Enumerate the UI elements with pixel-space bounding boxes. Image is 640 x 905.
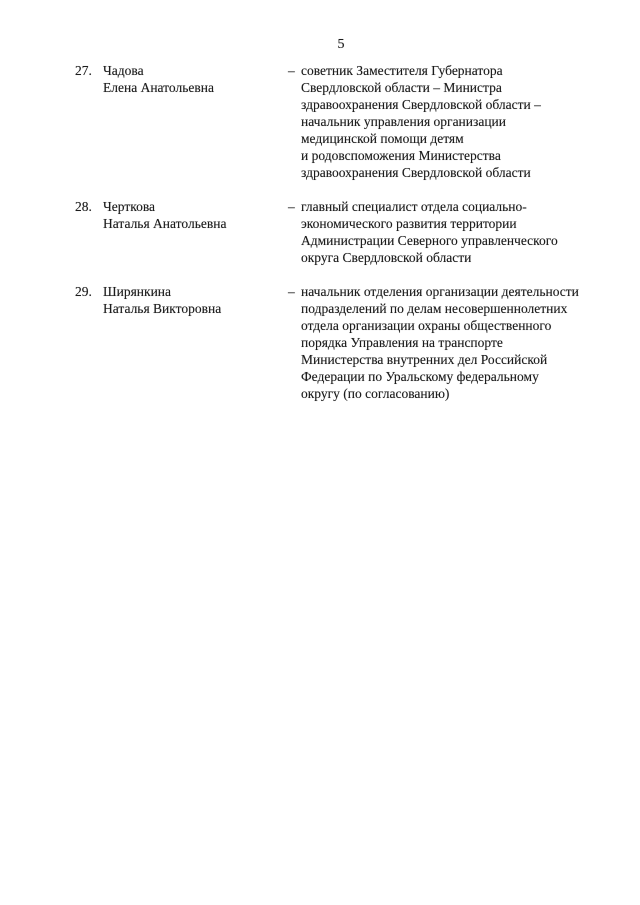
entry-description-line: Министерства внутренних дел Российской [301,352,548,367]
entry-description-lines [301,198,558,266]
entry-description-lines [301,62,541,181]
entry-description-line: здравоохранения Свердловской области [301,165,531,180]
entry-description-line: округу (по согласованию) [301,386,450,401]
entry-dash: – [288,199,295,214]
entry-description-lines [301,283,579,402]
list-item [75,62,607,181]
entry-name-line: Чадова [103,63,144,78]
entry-name-line: Елена Анатольевна [103,80,214,95]
entry-description [288,283,579,402]
entry-description-line: Свердловской области – Министра [301,80,502,95]
entry-description-line: отдела организации охраны общественного [301,318,552,333]
entry-dash: – [288,284,295,299]
entry-description-line: начальник отделения организации деятельности [301,284,579,299]
entry-description [288,198,558,266]
entry-index: 27. [75,63,92,78]
entry-description-line: начальник управления организации [301,114,507,129]
entry-name [103,198,288,232]
entry-name-line: Наталья Викторовна [103,301,222,316]
entry-description-line: порядка Управления на транспорте [301,335,503,350]
entry-description-line: здравоохранения Свердловской области – [301,97,541,112]
entry-name-line: Наталья Анатольевна [103,216,227,231]
page-content [75,36,607,402]
entry-description-line: Администрации Северного управленческого [301,233,558,248]
list-item [75,198,607,266]
entry-description-line: экономического развития территории [301,216,517,231]
entry-description-line: медицинской помощи детям [301,131,464,146]
entry-description-line: и родовспоможения Министерства [301,148,501,163]
entries-list [75,62,607,402]
entry-description-line: Федерации по Уральскому федеральному [301,369,539,384]
entry-dash: – [288,63,295,78]
entry-description-line: главный специалист отдела социально- [301,199,527,214]
entry-index: 29. [75,284,92,299]
entry-description-line: округа Свердловской области [301,250,472,265]
entry-name-line: Ширянкина [103,284,172,299]
list-item [75,283,607,402]
entry-description-line: подразделений по делам несовершеннолетних [301,301,568,316]
entry-name [103,283,288,317]
entry-name [103,62,288,96]
entry-description [288,62,541,181]
entry-index: 28. [75,199,92,214]
entry-name-line: Черткова [103,199,156,214]
page-number: 5 [337,37,345,52]
entry-description-line: советник Заместителя Губернатора [301,63,503,78]
